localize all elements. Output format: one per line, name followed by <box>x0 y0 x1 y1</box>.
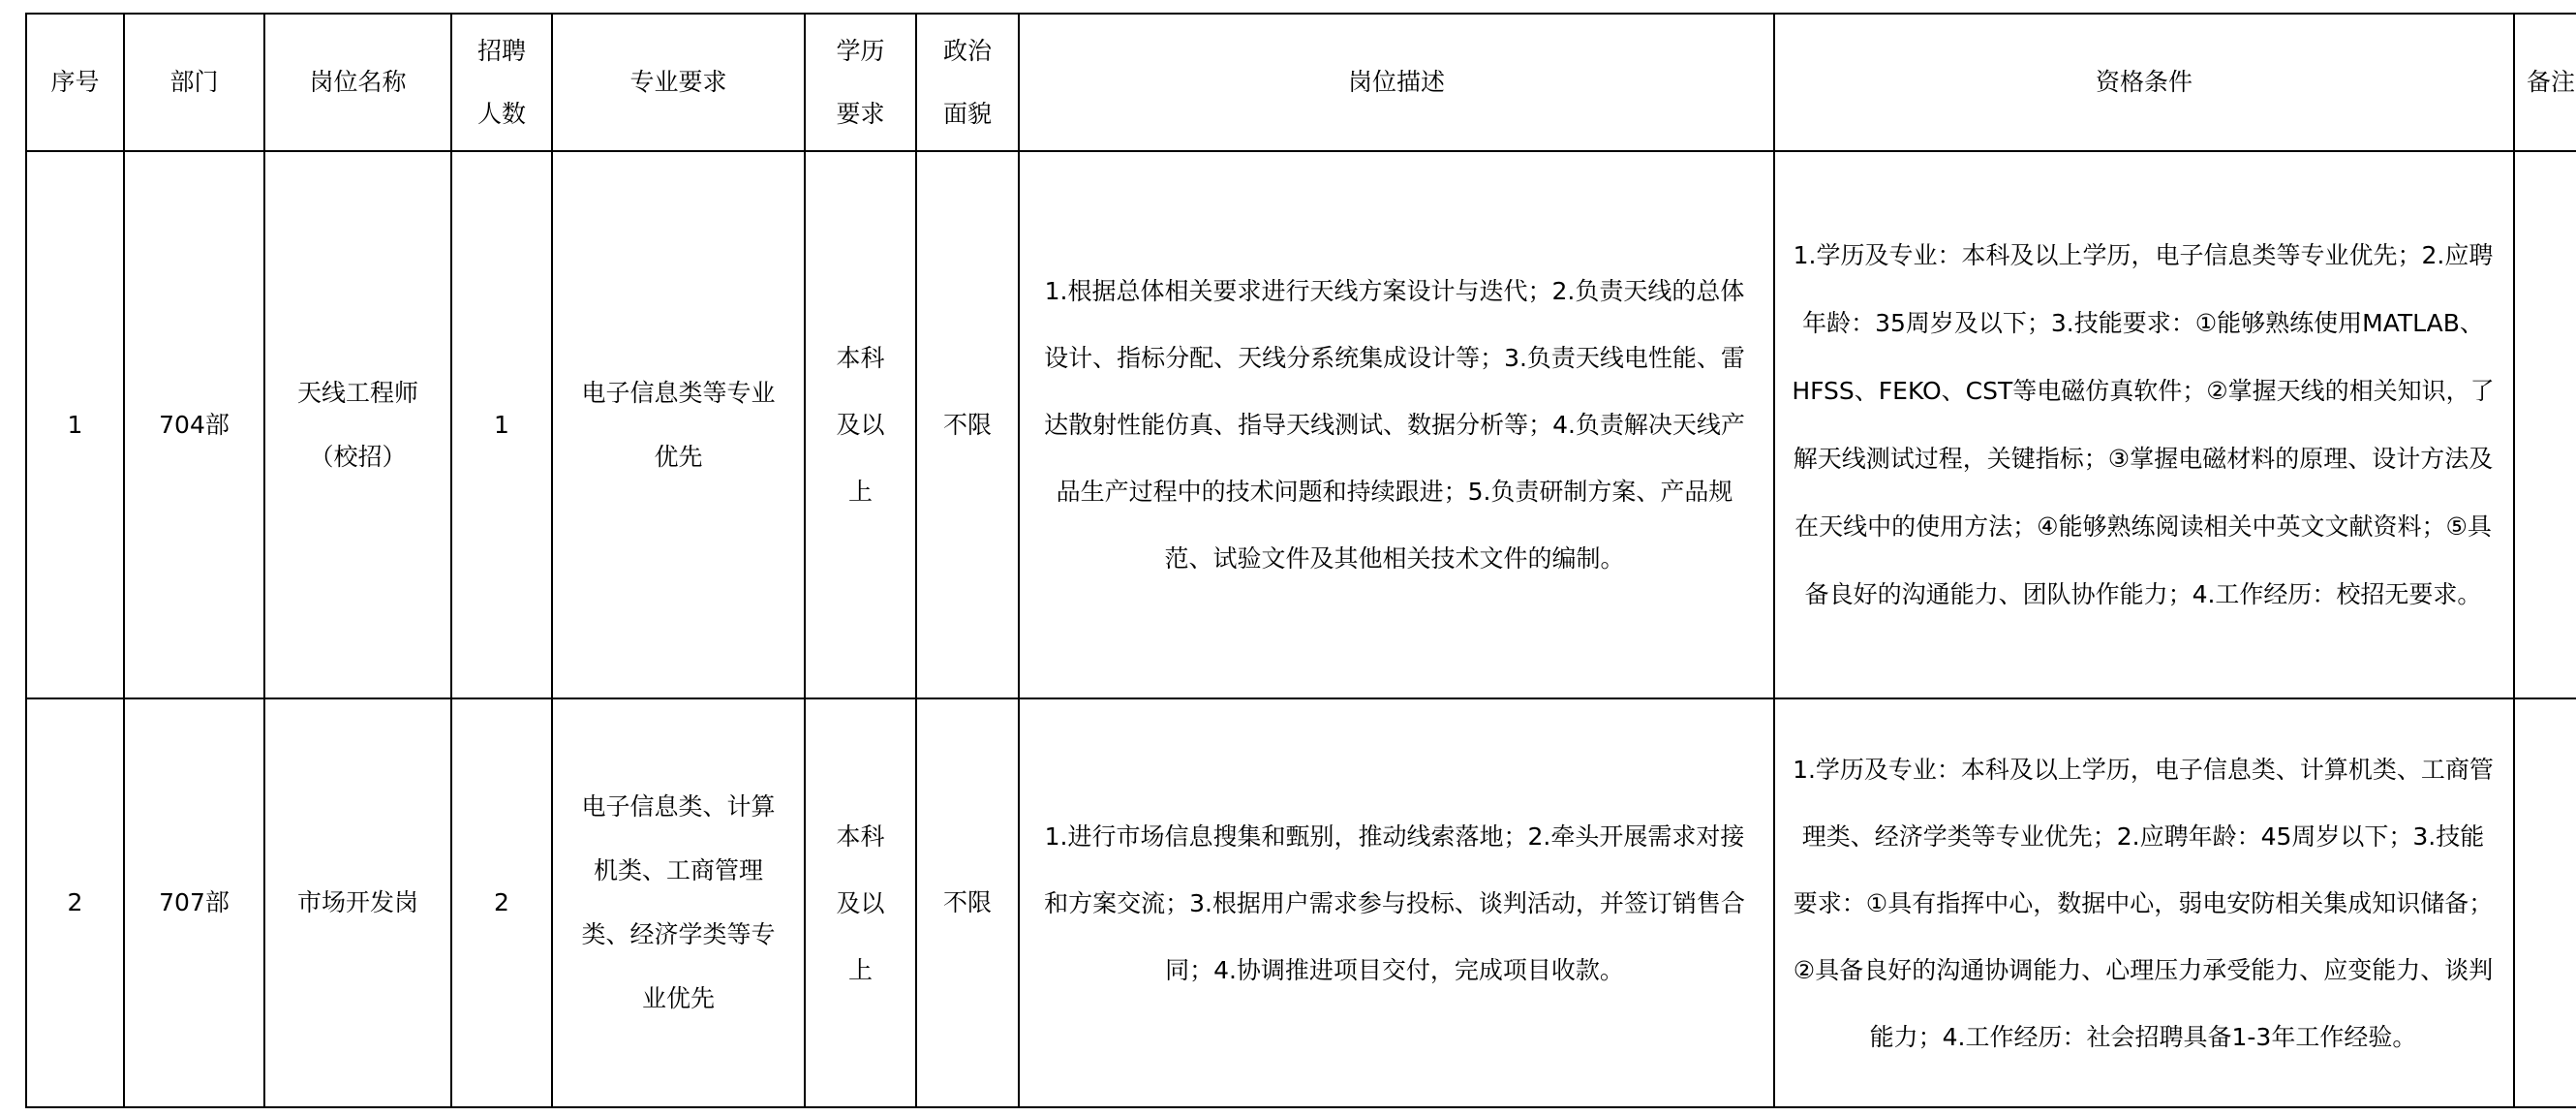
cell-education-text: 本科及以上 <box>836 822 885 984</box>
cell-qualification <box>1774 151 2514 698</box>
cell-description-text: 1.进行市场信息搜集和甄别，推动线索落地；2.牵头开展需求对接和方案交流；3.根据用户需求参与投标、谈判活动，并签订销售合同；4.协调推进项目交付，完成项目收款。 <box>1044 822 1745 984</box>
header-seq: 序号 <box>26 14 124 151</box>
cell-description <box>1019 698 1774 1107</box>
cell-qualification <box>1774 698 2514 1107</box>
header-political-line1: 政治 <box>942 37 992 65</box>
cell-seq: 2 <box>26 698 124 1107</box>
header-remark: 备注 <box>2514 14 2576 151</box>
header-dept: 部门 <box>124 14 264 151</box>
table-row <box>26 698 2576 1107</box>
cell-major-text: 电子信息类、计算机类、工商管理类、经济学类等专业优先 <box>581 792 776 1012</box>
header-title: 岗位名称 <box>264 14 451 151</box>
table-row <box>26 151 2576 698</box>
header-count <box>451 14 552 151</box>
cell-qualification-text: 1.学历及专业：本科及以上学历，电子信息类等专业优先；2.应聘年龄：35周岁及以下；3.技能要求：①能够熟练使用MATLAB、HFSS、FEKO、CST等电磁仿真软件；②掌握天线的相关知识，了解天线测试过程，关键指标；③掌握电磁材料的原理、设计方法及在天线中的使用方法；④能够熟练阅读相关中英文文献资料；⑤具备良好的沟通能力、团队协作能力；4.工作经历：校招无要求。 <box>1792 240 2495 608</box>
cell-title <box>264 698 451 1107</box>
header-education-line1: 学历 <box>836 37 885 65</box>
header-count-line2: 人数 <box>476 100 526 128</box>
cell-dept: 704部 <box>124 151 264 698</box>
cell-qualification-text: 1.学历及专业：本科及以上学历，电子信息类、计算机类、工商管理类、经济学类等专业优先；2.应聘年龄：45周岁以下；3.技能要求：①具有指挥中心，数据中心，弱电安防相关集成知识储备；②具备良好的沟通协调能力、心理压力承受能力、应变能力、谈判能力；4.工作经历：社会招聘具备1-3年工作经验。 <box>1793 755 2494 1051</box>
header-education-line2: 要求 <box>836 100 885 128</box>
cell-remark <box>2514 151 2576 698</box>
header-description: 岗位描述 <box>1019 14 1774 151</box>
cell-political: 不限 <box>916 151 1019 698</box>
cell-dept: 707部 <box>124 698 264 1107</box>
cell-major <box>552 151 805 698</box>
cell-count: 2 <box>451 698 552 1107</box>
cell-political: 不限 <box>916 698 1019 1107</box>
cell-major-text: 电子信息类等专业优先 <box>581 378 776 471</box>
header-count-line1: 招聘 <box>476 37 526 65</box>
cell-remark <box>2514 698 2576 1107</box>
header-political <box>916 14 1019 151</box>
cell-education-text: 本科及以上 <box>836 344 885 506</box>
cell-seq: 1 <box>26 151 124 698</box>
cell-title-text: 天线工程师（校招） <box>296 378 418 471</box>
cell-education <box>805 698 916 1107</box>
cell-description <box>1019 151 1774 698</box>
header-major: 专业要求 <box>552 14 805 151</box>
cell-description-text: 1.根据总体相关要求进行天线方案设计与迭代；2.负责天线的总体设计、指标分配、天线分系统集成设计等；3.负责天线电性能、雷达散射性能仿真、指导天线测试、数据分析等；4.负责解决天线产品生产过程中的技术问题和持续跟进；5.负责研制方案、产品规范、试验文件及其他相关技术文件的编制。 <box>1044 277 1745 573</box>
recruitment-table <box>25 13 2576 1108</box>
cell-title <box>264 151 451 698</box>
header-row <box>26 14 2576 151</box>
cell-major <box>552 698 805 1107</box>
header-qualification: 资格条件 <box>1774 14 2514 151</box>
cell-title-text: 市场开发岗 <box>296 888 418 916</box>
cell-education <box>805 151 916 698</box>
header-education <box>805 14 916 151</box>
cell-count: 1 <box>451 151 552 698</box>
header-political-line2: 面貌 <box>942 100 992 128</box>
